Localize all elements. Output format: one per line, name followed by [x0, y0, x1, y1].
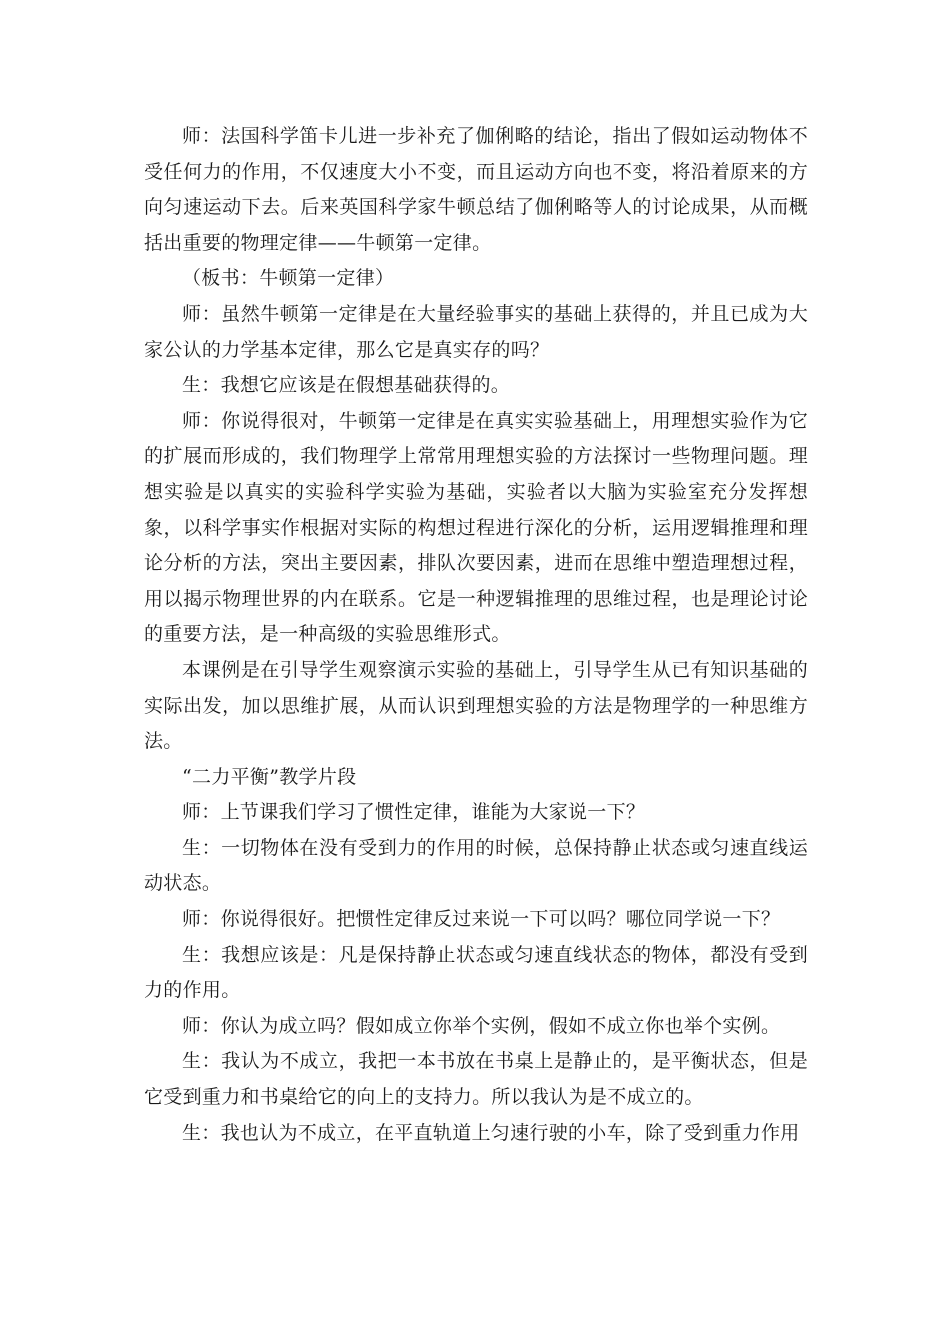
paragraph-11: 生：我想应该是：凡是保持静止状态或匀速直线状态的物体，都没有受到力的作用。	[144, 943, 808, 1002]
paragraph-2: （板书：牛顿第一定律）	[182, 267, 395, 290]
paragraph-6: 本课例是在引导学生观察演示实验的基础上，引导学生从已有知识基础的实际出发，加以思维扩展，从而认识到理想实验的方法是物理学的一种思维方法。	[144, 658, 808, 753]
section-heading: “二力平衡”教学片段	[182, 765, 357, 788]
paragraph-12: 师：你认为成立吗？假如成立你举个实例，假如不成立你也举个实例。	[182, 1014, 781, 1037]
paragraph-13: 生：我认为不成立，我把一本书放在书桌上是静止的，是平衡状态，但是它受到重力和书桌给它的向上的支持力。所以我认为是不成立的。	[144, 1050, 808, 1109]
paragraph-3: 师：虽然牛顿第一定律是在大量经验事实的基础上获得的，并且已成为大家公认的力学基本定律，那么它是真实存的吗？	[144, 302, 808, 361]
paragraph-8: 师：上节课我们学习了惯性定律，谁能为大家说一下？	[182, 801, 646, 824]
paragraph-9: 生：一切物体在没有受到力的作用的时候，总保持静止状态或匀速直线运动状态。	[144, 836, 808, 895]
paragraph-4: 生：我想它应该是在假想基础获得的。	[182, 374, 511, 397]
paragraph-1: 师：法国科学笛卡儿进一步补充了伽俐略的结论，指出了假如运动物体不受任何力的作用，不仅速度大小不变，而且运动方向也不变，将沿着原来的方向匀速运动下去。后来英国科学家牛顿总结了伽俐略等人的讨论成果，从而概括出重要的物理定律——牛顿第一定律。	[144, 125, 808, 254]
paragraph-14: 生：我也认为不成立，在平直轨道上匀速行驶的小车，除了受到重力作用	[182, 1121, 800, 1144]
paragraph-10: 师：你说得很好。把惯性定律反过来说一下可以吗？哪位同学说一下？	[182, 908, 781, 931]
document-body	[144, 119, 808, 1151]
paragraph-5: 师：你说得很对，牛顿第一定律是在真实实验基础上，用理想实验作为它的扩展而形成的，我们物理学上常常用理想实验的方法探讨一些物理问题。理想实验是以真实的实验科学实验为基础，实验者以大脑为实验室充分发挥想象，以科学事实作根据对实际的构想过程进行深化的分析，运用逻辑推理和理论分析的方法，突出主要因素，排队次要因素，进而在思维中塑造理想过程，用以揭示物理世界的内在联系。它是一种逻辑推理的思维过程，也是理论讨论的重要方法，是一种高级的实验思维形式。	[144, 409, 808, 646]
